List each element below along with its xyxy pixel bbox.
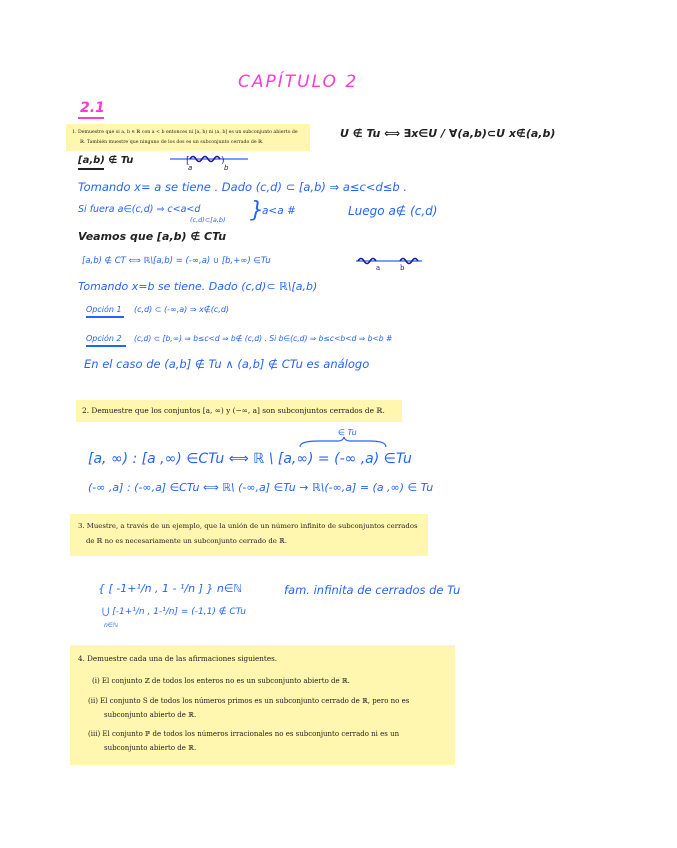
- option-1-text: (c,d) ⊂ (-∞,a) ⇒ x∉(c,d): [134, 305, 230, 314]
- number-line-2: [356, 252, 426, 272]
- exercise-4-item-iii-line1: (iii) El conjunto ℙ de todos los números irracionales no es subconjunto cerrado ni es un: [88, 730, 400, 738]
- option-2-label: Opción 2: [86, 334, 122, 343]
- option-2-text: (c,d) ⊂ [b,∞) ⇒ b≤c<d ⇒ b∉ (c,d) . Si b∈(c,d) ⇒ b≤c<b<d ⇒ b<b #: [134, 334, 393, 343]
- option-1-label: Opción 1: [86, 305, 122, 314]
- chapter-title: CAPÍTULO 2: [238, 72, 359, 92]
- exercise-4-item-iii-line2: subconjunto abierto de ℝ.: [104, 744, 197, 752]
- family-description: fam. infinita de cerrados de Tu: [284, 583, 461, 597]
- exercise-3-line2: de ℝ no es necesariamente un subconjunto cerrado de ℝ.: [86, 537, 287, 545]
- svg-text:a: a: [376, 264, 381, 272]
- mark-a: a: [188, 164, 193, 172]
- mark-b: b: [224, 164, 229, 172]
- brace-label: ∈ Tu: [338, 428, 357, 437]
- exercise-4-heading: 4. Demuestre cada una de las afirmaciones siguientes.: [78, 654, 278, 663]
- take-x-b: Tomando x=b se tiene. Dado (c,d)⊂ ℝ\[a,b): [78, 280, 318, 293]
- svg-text:b: b: [400, 264, 405, 272]
- exercise-3-line1: 3. Muestre, a través de un ejemplo, que la unión de un número infinito de subconjuntos cerrados: [78, 522, 418, 530]
- closed-set-line-2: (-∞ ,a] : (-∞,a] ∈CTu ⟺ ℝ\ (-∞,a] ∈Tu → ℝ\(-∞,a] = (a ,∞) ∈ Tu: [88, 481, 434, 494]
- if-a-in: Si fuera a∈(c,d) ⇒ c<a<d: [78, 204, 201, 215]
- exercise-1-line2: ℝ. También muestre que ninguno de los dos es un subconjunto cerrado de ℝ.: [80, 140, 264, 145]
- therefore-a: Luego a∉ (c,d): [348, 204, 438, 218]
- subset-note: (c,d)⊂[a,b): [190, 216, 226, 224]
- complement-line: [a,b) ∉ CT ⟺ ℝ\[a,b) = (-∞,a) ∪ [b,+∞) ∈Tu: [82, 256, 271, 266]
- svg-text:[: [: [186, 156, 190, 166]
- closed-set-line-1: [a, ∞) : [a ,∞) ∈CTu ⟺ ℝ \ [a,∞) = (-∞ ,a) ∈Tu: [88, 451, 412, 467]
- take-x-a: Tomando x= a se tiene . Dado (c,d) ⊂ [a,b) ⇒ a≤c<d≤b .: [78, 180, 408, 194]
- open-set-definition: U ∉ Tu ⟺ ∃x∈U / ∀(a,b)⊂U x∉(a,b): [340, 127, 556, 140]
- exercise-4-item-i: (i) El conjunto ℤ de todos los enteros no es un subconjunto abierto de ℝ.: [92, 677, 350, 685]
- exercise-1-line1: 1. Demuestre que si a, b ∈ ℝ con a < b entonces ni [a, b) ni (a, b] es un subconjunto abierto de: [72, 130, 298, 135]
- analogous-case: En el caso de (a,b] ∉ Tu ∧ (a,b] ∉ CTu es análogo: [84, 357, 370, 371]
- section-number: 2.1: [80, 100, 105, 116]
- claim-underline: [78, 168, 104, 170]
- union-index: n∈ℕ: [104, 622, 118, 629]
- exercise-4-item-ii-line1: (ii) El conjunto S de todos los números primos es un subconjunto cerrado de ℝ, pero no es: [88, 697, 410, 705]
- union-result: ⋃ [-1+¹/n , 1-¹/n] = (-1,1) ∉ CTu: [102, 607, 247, 617]
- exercise-4-item-ii-line2: subconjunto abierto de ℝ.: [104, 711, 197, 719]
- over-brace: [298, 437, 388, 449]
- option-1-underline: [86, 316, 124, 318]
- contradiction: a<a #: [262, 205, 296, 217]
- section-underline: [78, 117, 104, 119]
- exercise-2-text: 2. Demuestre que los conjuntos [a, ∞) y (−∞, a] son subconjuntos cerrados de ℝ.: [82, 406, 385, 415]
- brace-1: }: [250, 198, 264, 223]
- svg-text:): ): [221, 156, 225, 166]
- closed-family: { [ -1+¹/n , 1 - ¹/n ] } n∈ℕ: [98, 582, 243, 595]
- veamos-line: Veamos que [a,b) ∉ CTu: [78, 230, 227, 243]
- option-2-underline: [86, 345, 126, 347]
- claim-not-open: [a,b) ∉ Tu: [78, 155, 134, 166]
- number-line-1: [170, 150, 250, 172]
